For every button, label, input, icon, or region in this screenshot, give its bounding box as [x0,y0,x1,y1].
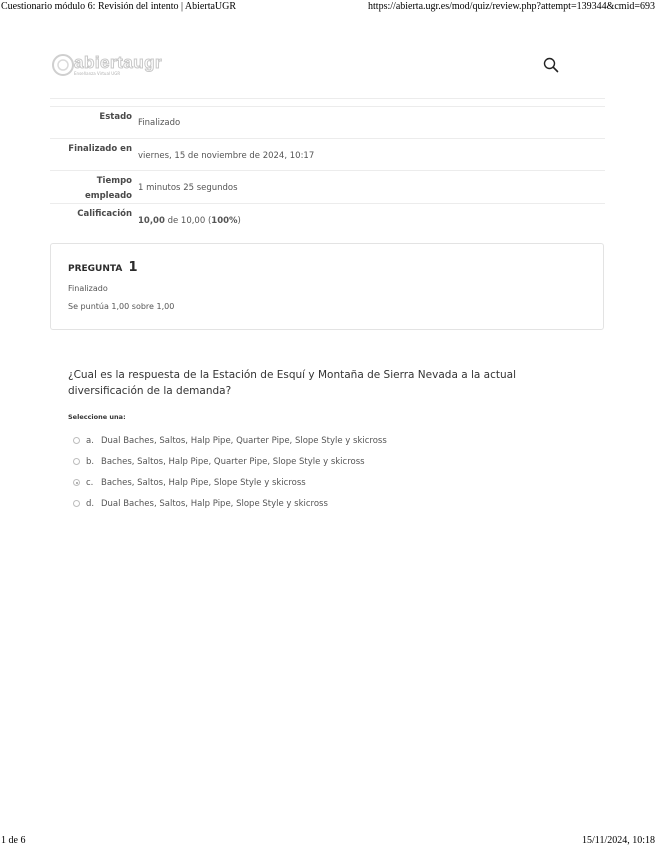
site-logo[interactable] [50,52,170,78]
summary-label: Calificación [77,209,132,219]
grade-score: 10,00 [138,216,165,226]
grade-percent: 100% [211,216,238,226]
radio-button[interactable] [73,437,80,444]
summary-label: Finalizado en [68,144,132,154]
summary-label-line2: empleado [84,191,132,201]
question-grade: Se puntúa 1,00 sobre 1,00 [68,302,175,311]
question-heading-label: PREGUNTA [68,264,123,274]
radio-button[interactable] [73,500,80,507]
page-title: Cuestionario módulo 6: Revisión del intento | AbiertaUGR [1,1,237,12]
answer-text: Dual Baches, Saltos, Halp Pipe, Quarter Pipe, Slope Style y skicross [101,435,387,446]
answer-text: Dual Baches, Saltos, Halp Pipe, Slope Style y skicross [101,498,328,509]
answer-option-b[interactable] [73,451,387,472]
question-text: ¿Cual es la respuesta de la Estación de Esquí y Montaña de Sierra Nevada a la actual diversificación de la demanda? [68,369,517,397]
grade-close: ) [237,216,241,226]
summary-row-finalizado-en [50,138,605,170]
summary-label-line1: Tiempo [96,176,132,186]
logo-mark-icon [50,52,76,78]
question-state: Finalizado [68,284,108,293]
answer-option-d[interactable] [73,493,387,514]
summary-value: Finalizado [138,118,181,128]
logo-text: abiertaugr [74,53,163,72]
answer-option-c[interactable] [73,472,387,493]
radio-button-selected[interactable] [73,479,80,486]
answer-letter: b. [86,456,95,467]
summary-row-calificacion [50,203,605,234]
print-date: 15/11/2024, 10:18 [582,835,655,846]
page-url: https://abierta.ugr.es/mod/quiz/review.php?attempt=139344&cmid=693 [368,1,655,12]
question-heading [68,260,138,275]
summary-value: 1 minutos 25 segundos [138,183,238,193]
summary-top-divider [50,98,605,106]
answer-option-a[interactable] [73,430,387,451]
answer-letter: c. [86,477,94,488]
answer-text: Baches, Saltos, Halp Pipe, Slope Style y skicross [101,477,306,488]
attempt-summary-table [50,98,605,234]
answer-letter: d. [86,498,95,509]
answer-letter: a. [86,435,94,446]
radio-button[interactable] [73,458,80,465]
summary-label [50,171,132,203]
answer-list [73,430,387,514]
question-number: 1 [128,260,138,275]
logo-subtitle: Enseñanza Virtual UGR [74,71,121,76]
page-count: 1 de 6 [1,835,26,846]
summary-label: Estado [99,112,132,122]
answer-text: Baches, Saltos, Halp Pipe, Quarter Pipe, Slope Style y skicross [101,456,365,467]
summary-row-tiempo-empleado [50,170,605,203]
summary-row-estado [50,106,605,138]
print-footer [0,834,655,848]
summary-value: viernes, 15 de noviembre de 2024, 10:17 [138,151,315,161]
question-info-box [50,243,604,330]
grade-of: de 10,00 ( [164,216,212,226]
summary-value [132,204,241,234]
search-icon[interactable] [543,57,559,73]
print-header [0,0,655,14]
answer-prompt: Seleccione una: [68,413,126,421]
